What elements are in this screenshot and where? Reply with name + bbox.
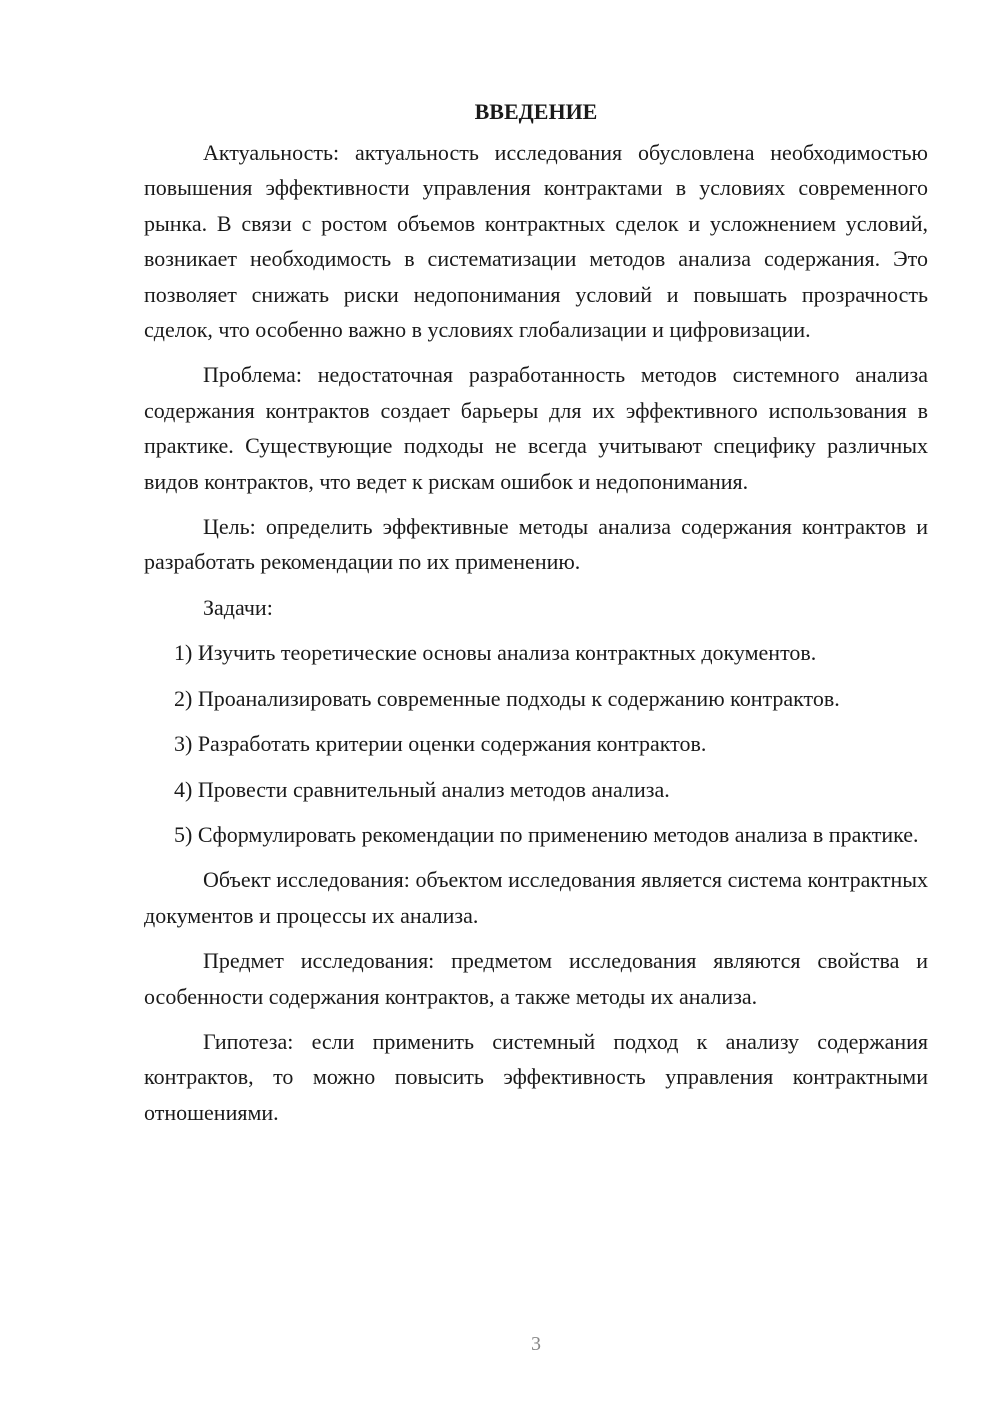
task-item-4: 4) Провести сравнительный анализ методов анализа. <box>174 776 670 802</box>
paragraph-goal: Цель: определить эффективные методы анализа содержания контрактов и разработать рекомендации по их применению. <box>144 514 928 575</box>
paragraph-problem: Проблема: недостаточная разработанность методов системного анализа содержания контрактов создает барьеры для их эффективного использования в практике. Существующие подходы не всегда учитывают специфику различных видов контрактов, что ведет к рискам ошибок и недопонимания. <box>144 362 928 494</box>
tasks-heading: Задачи: <box>203 594 273 620</box>
task-item-1: 1) Изучить теоретические основы анализа контрактных документов. <box>174 640 817 666</box>
paragraph-object: Объект исследования: объектом исследования является система контрактных документов и процессы их анализа. <box>144 867 928 928</box>
task-item-2: 2) Проанализировать современные подходы к содержанию контрактов. <box>174 685 840 711</box>
page-title: ВВЕДЕНИЕ <box>474 99 598 124</box>
paragraph-hypothesis: Гипотеза: если применить системный подход к анализу содержания контрактов, то можно повысить эффективность управления контрактными отношениями. <box>144 1028 928 1125</box>
task-item-3: 3) Разработать критерии оценки содержания контрактов. <box>174 731 707 757</box>
page-number: 3 <box>531 1333 541 1355</box>
task-item-5: 5) Сформулировать рекомендации по применению методов анализа в практике. <box>174 821 919 847</box>
paragraph-actuality: Актуальность: актуальность исследования обусловлена необходимостью повышения эффективности управления контрактами в условиях современного рынка. В связи с ростом объемов контрактных сделок и усложнением условий, возникает необходимость в систематизации методов анализа содержания. Это позволяет снижать риски недопонимания условий и повышать прозрачность сделок, что особенно важно в условиях глобализации и цифровизации. <box>144 140 928 343</box>
paragraph-subject: Предмет исследования: предметом исследования являются свойства и особенности содержания контрактов, а также методы их анализа. <box>144 948 928 1009</box>
document-page <box>144 94 928 1140</box>
